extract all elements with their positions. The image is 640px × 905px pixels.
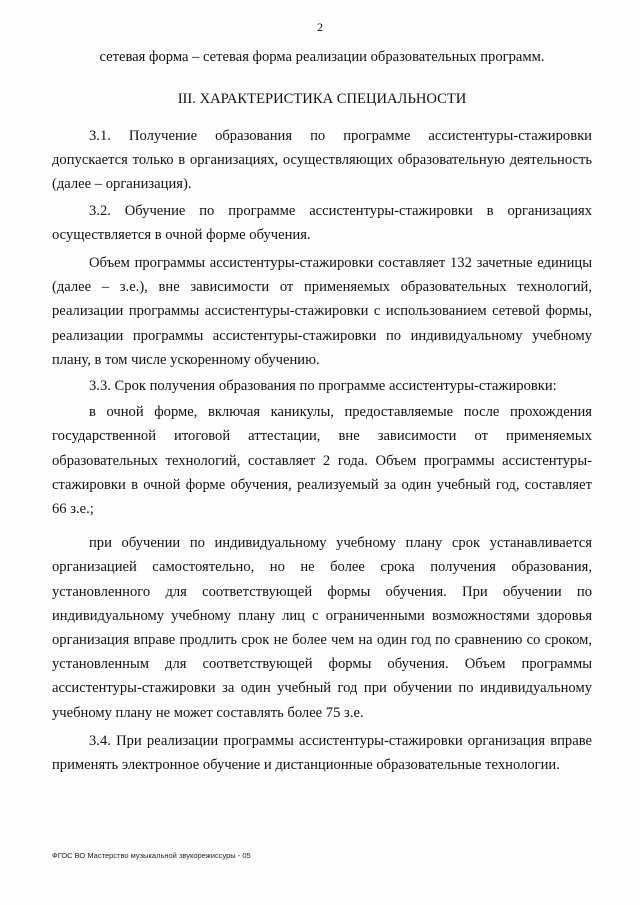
paragraph-individual-plan: при обучении по индивидуальному учебному плану срок устанавливается организацией самостоятельно, но не более срока получения образования, установленного для соответствующей формы обучения. При обучении по индивидуальному учебному плану лиц с ограниченными возможностями здоровья организация вправе продлить срок не более чем на один год по сравнению со сроком, установленным для соответствующей формы обучения. Объем программы ассистентуры-стажировки за один учебный год при обучении по индивидуальному учебному плану не может составлять более 75 з.е.	[52, 535, 592, 721]
intro-block	[52, 45, 592, 69]
page-number: 2	[317, 20, 323, 34]
footer-text: ФГОС ВО Мастерство музыкальной звукорежиссуры - 05	[52, 851, 251, 860]
paragraph-3-2: 3.2. Обучение по программе ассистентуры-стажировки в организациях осуществляется в очной форме обучения.	[52, 202, 592, 243]
intro-line: сетевая форма – сетевая форма реализации образовательных программ.	[99, 49, 545, 65]
section-body	[52, 124, 592, 777]
paragraph-3-3: 3.3. Срок получения образования по программе ассистентуры-стажировки:	[89, 378, 557, 395]
section-heading: III. ХАРАКТЕРИСТИКА СПЕЦИАЛЬНОСТИ	[177, 91, 467, 107]
paragraph-3-4: 3.4. При реализации программы ассистентуры-стажировки организация вправе применять электронное обучение и дистанционные образовательные технологии.	[52, 732, 592, 774]
paragraph-volume: Объем программы ассистентуры-стажировки составляет 132 зачетные единицы (далее – з.е.), вне зависимости от применяемых образовательных технологий, реализации программы ассистентуры-стажировки с использованием сетевой формы, реализации программы ассистентуры-стажировки по индивидуальному учебному плану, в том числе ускоренному обучению.	[52, 255, 592, 368]
paragraph-full-time: в очной форме, включая каникулы, предоставляемые после прохождения государственной итоговой аттестации, вне зависимости от применяемых образовательных технологий, составляет 2 года. Объем программы ассистентуры-стажировки в очной форме обучения, реализуемый за один учебный год, составляет 66 з.е.;	[52, 404, 592, 518]
paragraph-3-1: 3.1. Получение образования по программе ассистентуры-стажировки допускается только в организациях, осуществляющих образовательную деятельность (далее – организация).	[52, 128, 592, 193]
